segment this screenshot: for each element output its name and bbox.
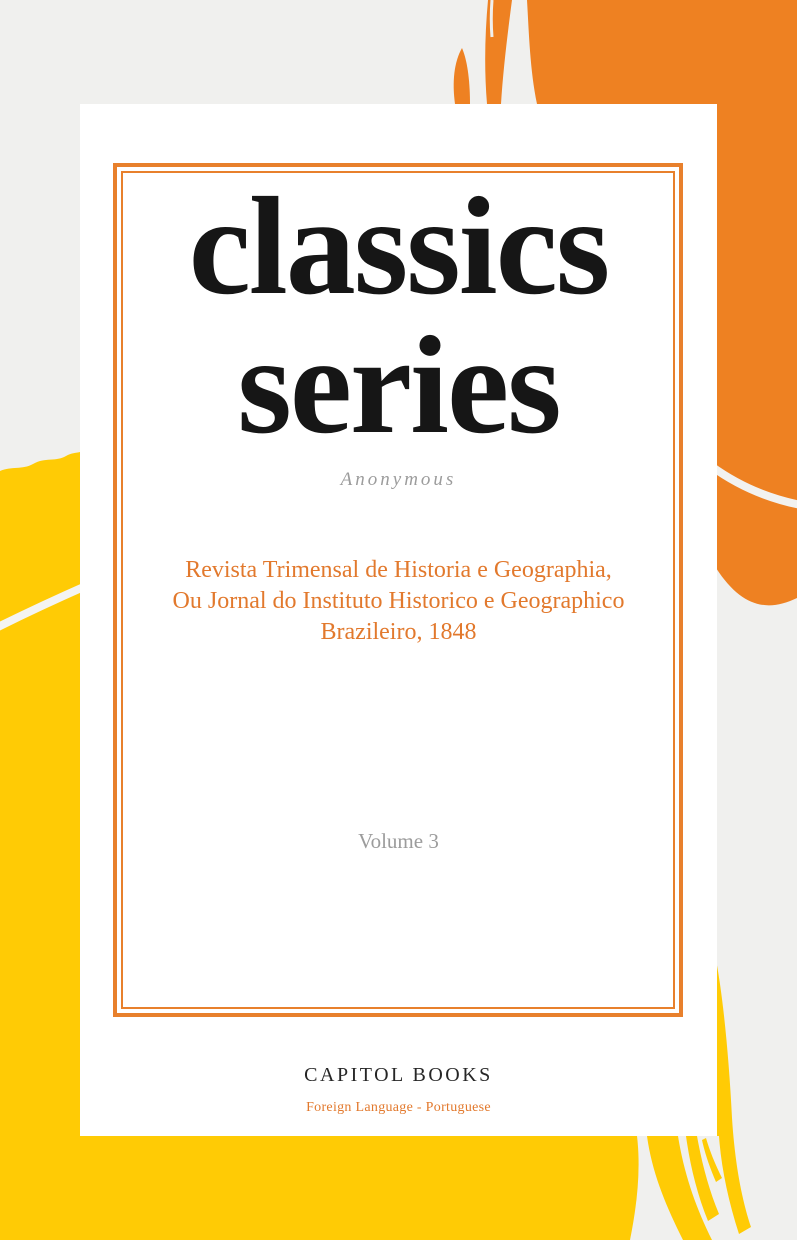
publisher-name: CAPITOL BOOKS bbox=[304, 1064, 493, 1086]
yellow-left-brush bbox=[0, 452, 80, 1240]
series-title: classics series bbox=[188, 169, 609, 463]
volume-label: Volume 3 bbox=[358, 829, 439, 853]
book-title bbox=[80, 555, 717, 648]
book-title-line-3: Brazileiro, 1848 bbox=[320, 619, 477, 645]
book-title-line-2: Ou Jornal do Instituto Historico e Geographico bbox=[172, 588, 625, 614]
category-label: Foreign Language - Portuguese bbox=[306, 1100, 491, 1115]
cover-card bbox=[80, 104, 717, 1136]
yellow-bottom-brush bbox=[0, 1136, 639, 1240]
orange-stroke-split bbox=[491, 0, 492, 37]
book-title-line-1: Revista Trimensal de Historia e Geographia, bbox=[185, 557, 612, 583]
author-name: Anonymous bbox=[340, 469, 457, 490]
